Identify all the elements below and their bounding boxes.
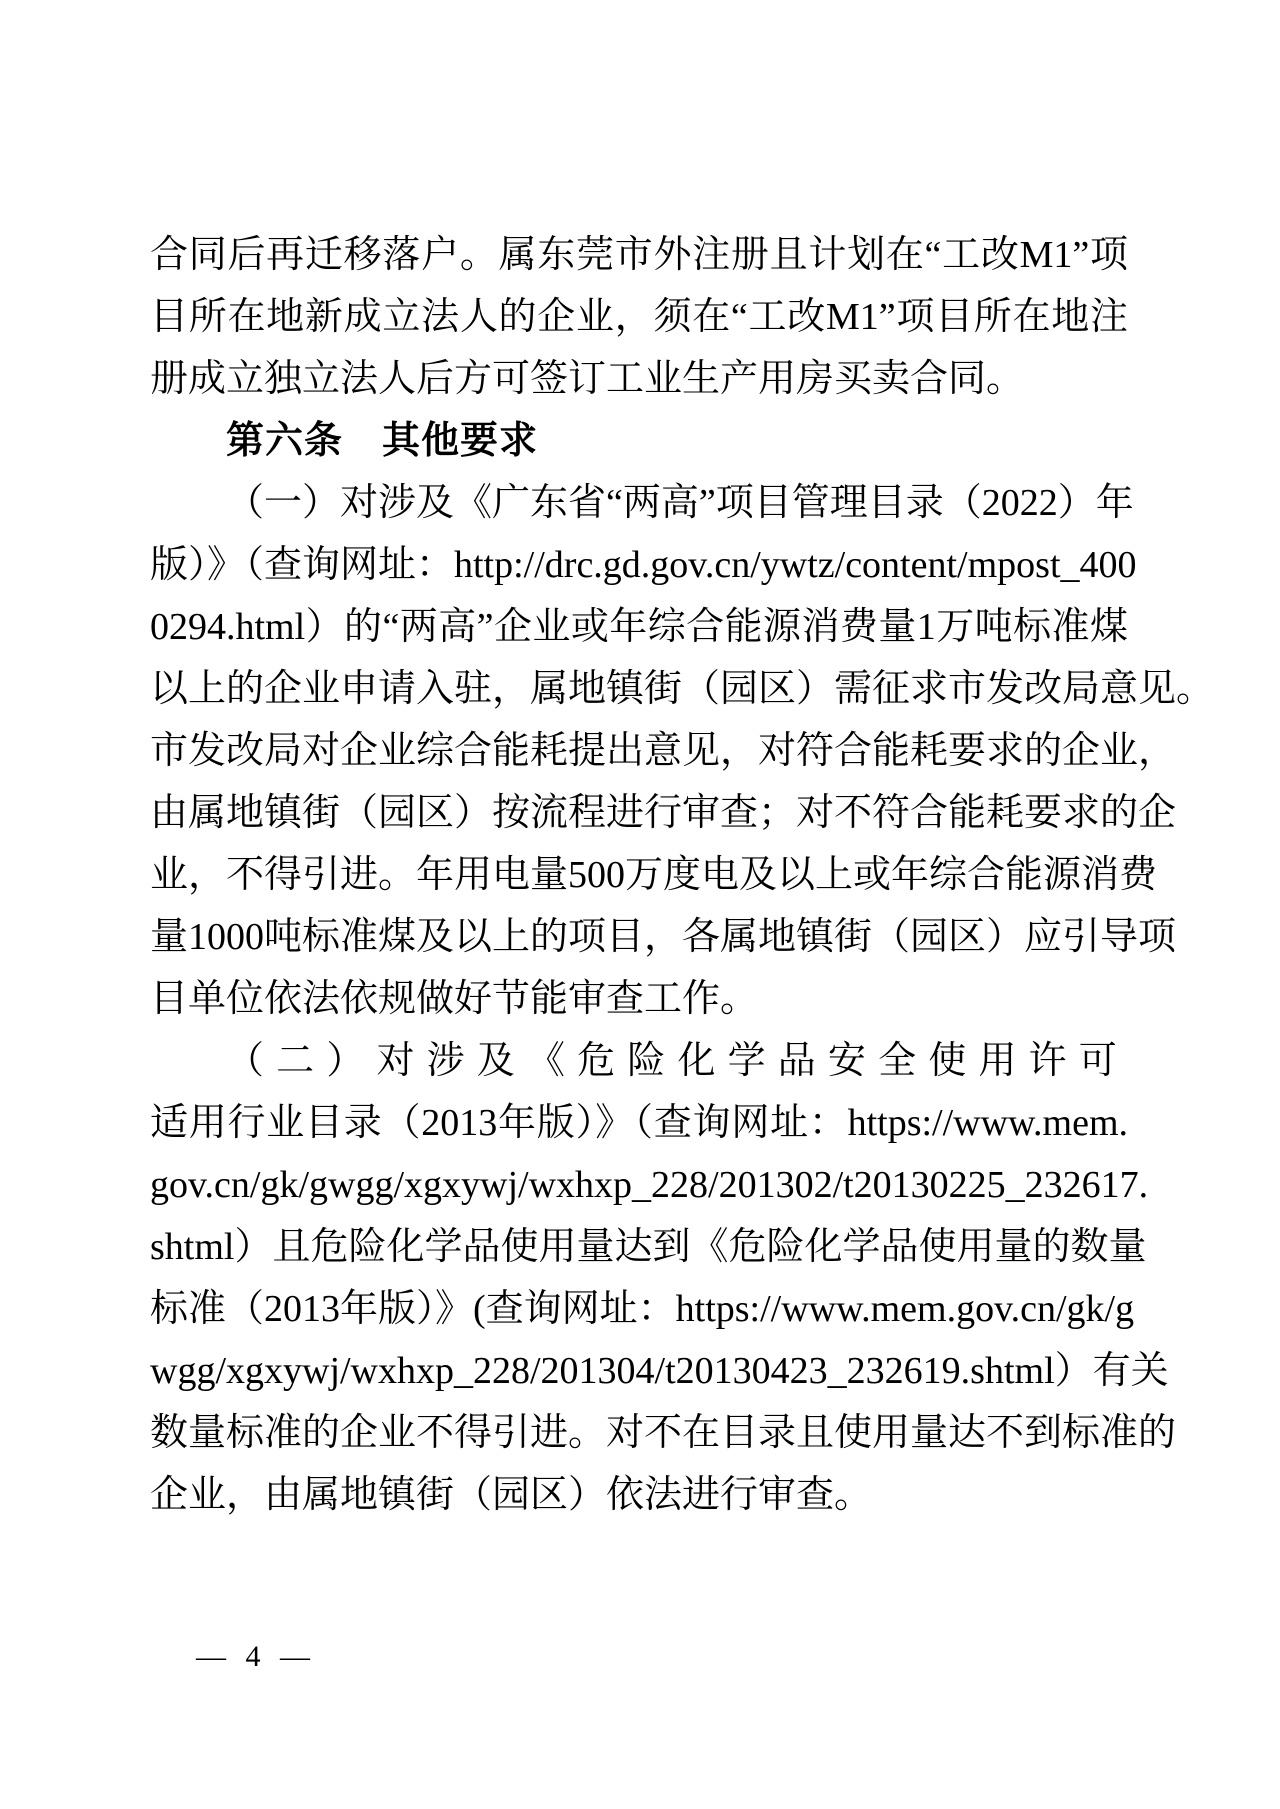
text-line: 适用行业目录（2013年版）》（查询网址：https://www.mem.: [150, 1102, 1128, 1144]
page-number: — 4 —: [196, 1640, 316, 1673]
text-line: 合同后再迁移落户。属东莞市外注册且计划在“工改M1”项: [150, 234, 1128, 276]
text-line: 业，不得引进。年用电量500万度电及以上或年综合能源消费: [150, 854, 1158, 896]
text-line: （一）对涉及《广东省“两高”项目管理目录（2022）年: [226, 482, 1134, 524]
text-line: 目单位依法依规做好节能审查工作。: [150, 978, 759, 1020]
text-line: 量1000吨标准煤及以上的项目，各属地镇街（园区）应引导项: [150, 916, 1177, 958]
text-line: 0294.html）的“两高”企业或年综合能源消费量1万吨标准煤: [150, 606, 1128, 648]
text-line: wgg/xgxywj/wxhxp_228/201304/t20130423_232619.shtml）有关: [150, 1350, 1169, 1392]
text-line: shtml）且危险化学品使用量达到《危险化学品使用量的数量: [150, 1226, 1147, 1268]
text-line: 目所在地新成立法人的企业，须在“工改M1”项目所在地注: [150, 296, 1128, 338]
text-line: 企业，由属地镇街（园区）依法进行审查。: [150, 1474, 873, 1516]
text-line: 册成立独立法人后方可签订工业生产用房买卖合同。: [150, 358, 1025, 400]
document-body: [150, 224, 1215, 1526]
text-line: 由属地镇街（园区）按流程进行审查；对不符合能耗要求的企: [150, 792, 1177, 834]
text-line: 版）》（查询网址：http://drc.gd.gov.cn/ywtz/content/mpost_400: [150, 544, 1137, 586]
text-line: gov.cn/gk/gwgg/xgxywj/wxhxp_228/201302/t20130225_232617.: [150, 1164, 1149, 1206]
text-line: 市发改局对企业综合能耗提出意见，对符合能耗要求的企业，: [150, 730, 1177, 772]
text-line: （二）对涉及《危险化学品安全使用许可: [226, 1040, 1129, 1082]
text-line: 数量标准的企业不得引进。对不在目录且使用量达不到标准的: [150, 1412, 1177, 1454]
text-line: 以上的企业申请入驻，属地镇街（园区）需征求市发改局意见。: [150, 668, 1215, 710]
section-heading: 第六条 其他要求: [226, 420, 539, 462]
text-line: 标准（2013年版）》(查询网址：https://www.mem.gov.cn/gk/g: [150, 1288, 1135, 1330]
